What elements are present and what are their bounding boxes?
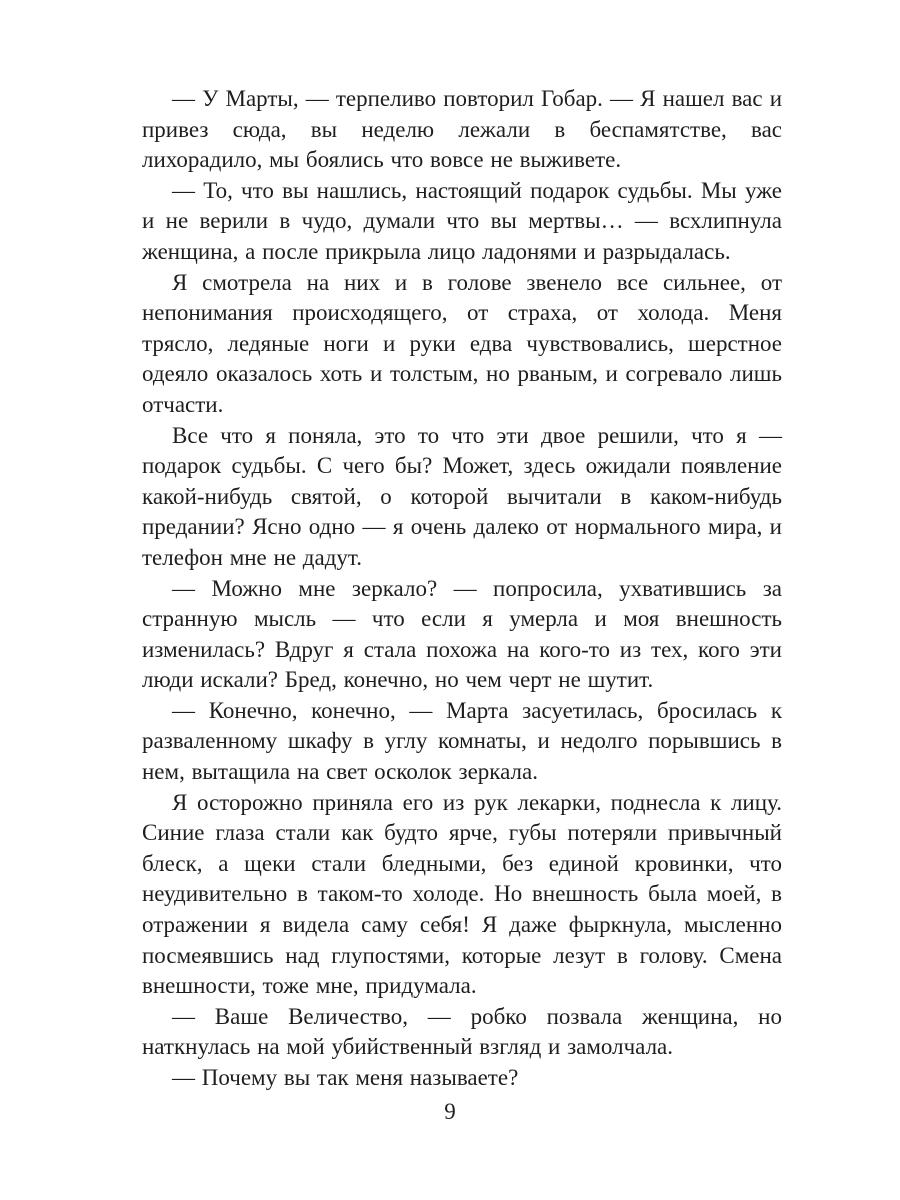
- page-number: 9: [444, 1099, 456, 1124]
- body-text: [142, 84, 782, 1094]
- paragraph-2: — То, что вы нашлись, настоящий подарок судьбы. Мы уже и не верили в чудо, думали что вы мертвы… — всхлипнула женщина, а после прикрыла лицо ладонями и разрыдалась.: [142, 177, 782, 264]
- paragraph-9: — Почему вы так меня называете?: [172, 1065, 519, 1090]
- paragraph-4: Все что я поняла, это то что эти двое решили, что я — подарок судьбы. С чего бы? Может, здесь ожидали появление какой-нибудь святой, о которой вычитали в каком-нибудь предании? Ясно одно — я очень далеко от нормального мира, и телефон мне не дадут.: [142, 422, 782, 570]
- paragraph-1: — У Марты, — терпеливо повторил Гобар. — Я нашел вас и привез сюда, вы неделю лежали в беспамятстве, вас лихорадило, мы боялись что вовсе не выживете.: [142, 86, 782, 173]
- paragraph-6: — Конечно, конечно, — Марта засуетилась, бросилась к разваленному шкафу в углу комнаты, и недолго порывшись в нем, вытащила на свет осколок зеркала.: [142, 697, 782, 785]
- paragraph-8: — Ваше Величество, — робко позвала женщина, но наткнулась на мой убийственный взгляд и замолчала.: [142, 1003, 782, 1060]
- paragraph-3: Я смотрела на них и в голове звенело все сильнее, от непонимания происходящего, от страха, от холода. Меня трясло, ледяные ноги и руки едва чувствовались, шерстное одеяло оказалось хоть и толстым, но рваным, и согревало лишь отчасти.: [142, 269, 782, 417]
- paragraph-5: — Можно мне зеркало? — попросила, ухватившись за странную мысль — что если я умерла и моя внешность изменилась? Вдруг я стала похожа на кого-то из тех, кого эти люди искали? Бред, конечно, но чем черт не шутит.: [142, 575, 782, 693]
- paragraph-7: Я осторожно приняла его из рук лекарки, поднесла к лицу. Синие глаза стали как будто ярче, губы потеряли привычный блеск, а щеки стали бледными, без единой кровинки, что неудивительно в таком-то холоде. Но внешность была моей, в отражении я видела саму себя! Я даже фыркнула, мысленно посмеявшись над глупостями, которые лезут в голову. Смена внешности, тоже мне, придумала.: [142, 789, 782, 999]
